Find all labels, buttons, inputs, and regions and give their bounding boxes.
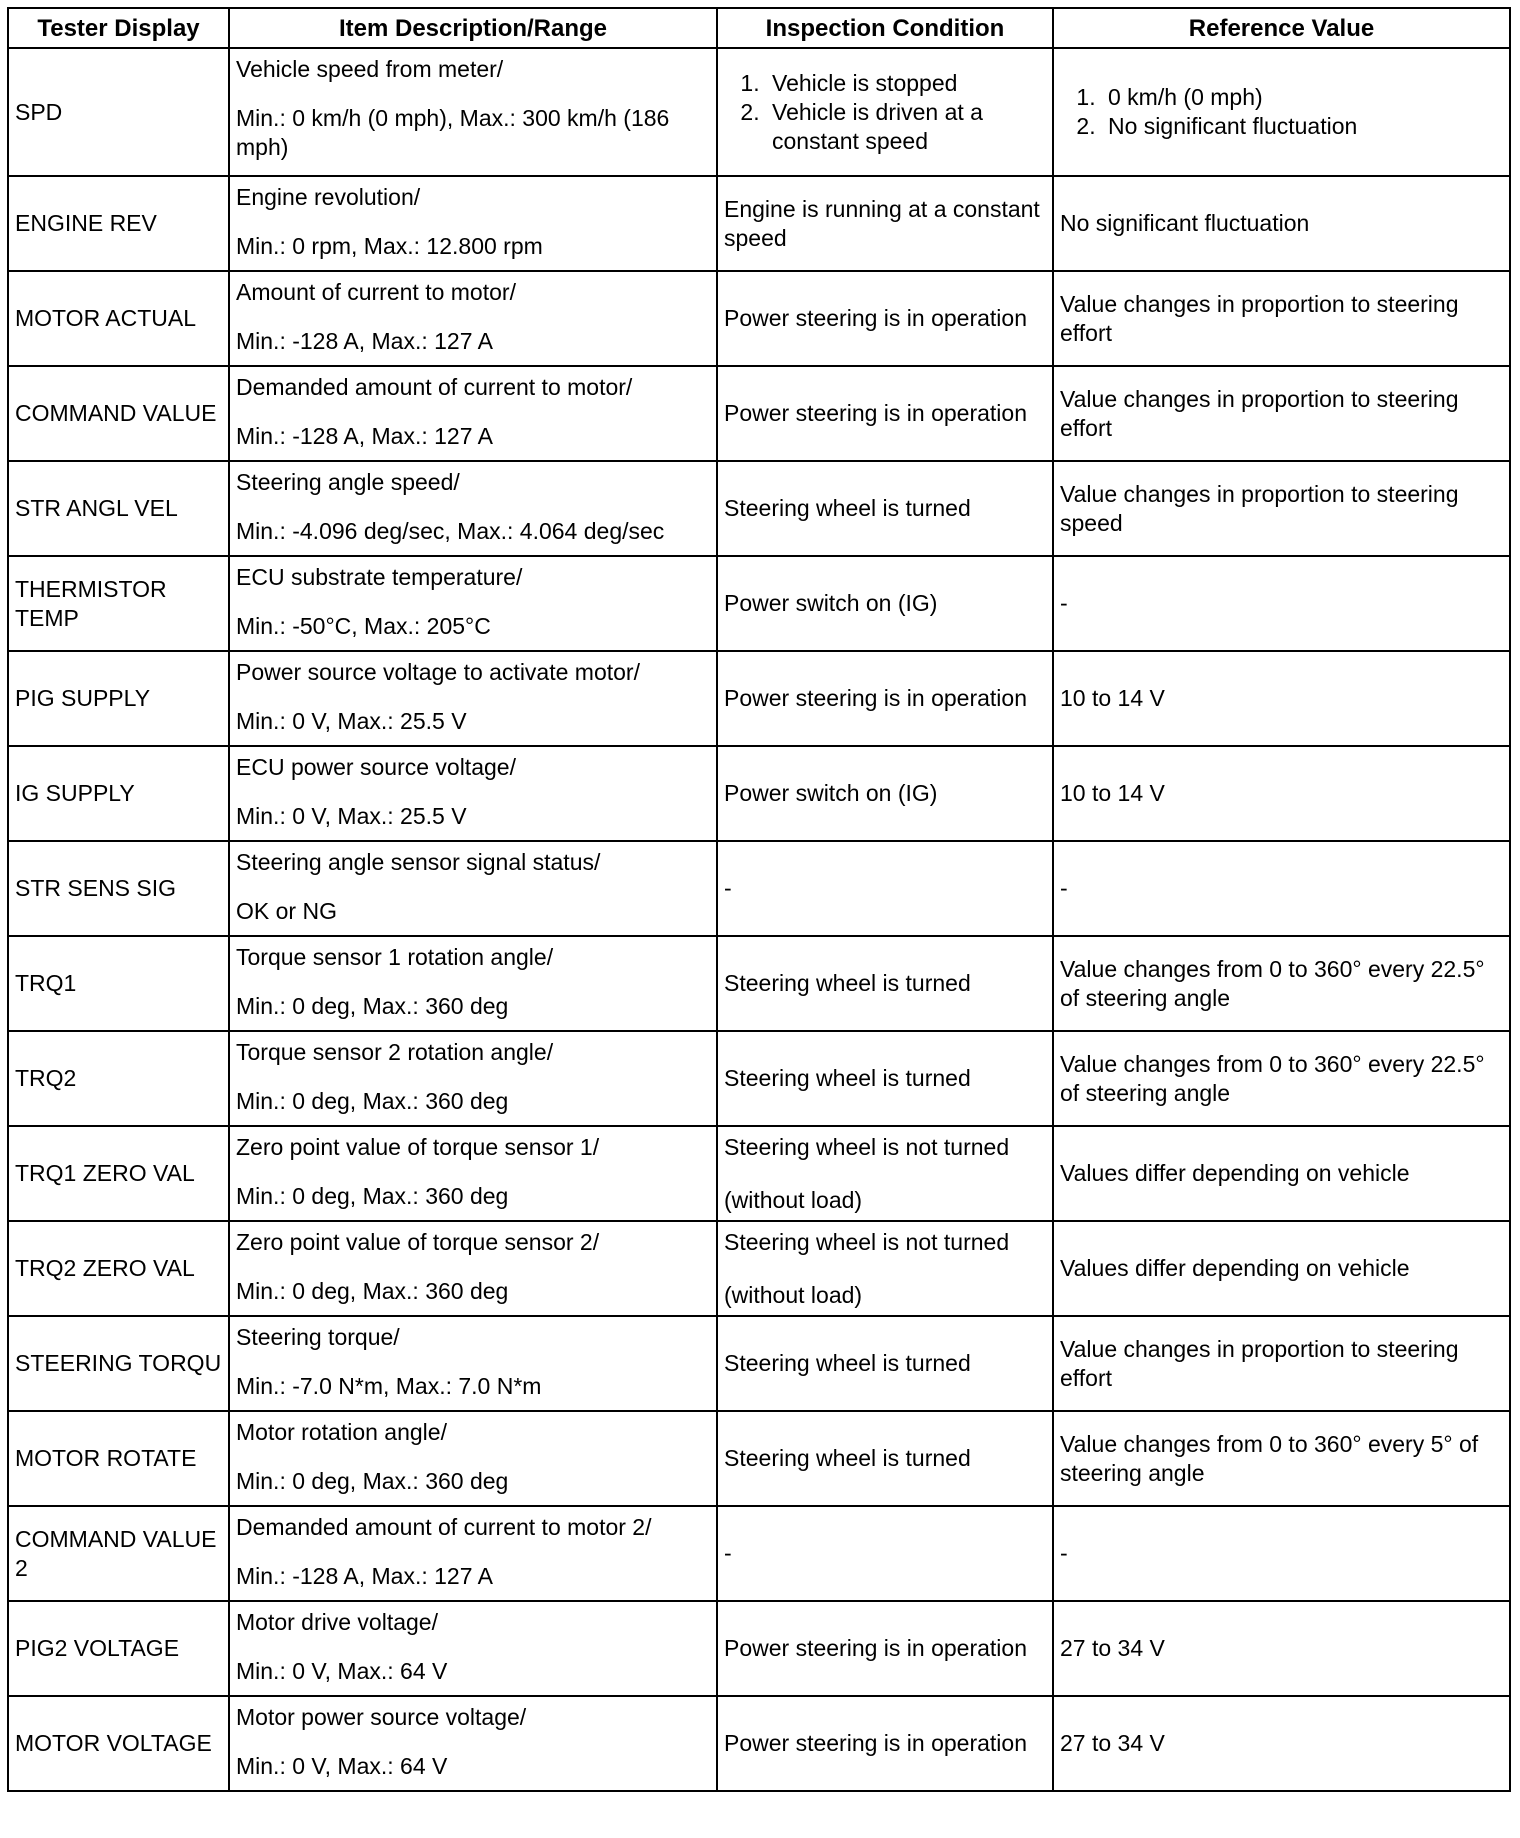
tester-display-cell: SPD xyxy=(8,48,229,176)
item-description: Motor power source voltage/ xyxy=(236,1704,527,1730)
item-description: Motor rotation angle/ xyxy=(236,1419,447,1445)
reference-value-list xyxy=(1060,83,1503,141)
item-description-cell xyxy=(229,1506,717,1601)
item-description: Demanded amount of current to motor 2/ xyxy=(236,1514,652,1540)
reference-value-cell: Value changes in proportion to steering effort xyxy=(1053,1316,1510,1411)
table-row xyxy=(8,746,1510,841)
data-list-table-container xyxy=(7,7,1509,1792)
item-range: Min.: 0 deg, Max.: 360 deg xyxy=(236,1183,509,1209)
inspection-condition-cell: Power steering is in operation xyxy=(717,366,1053,461)
inspection-condition-list xyxy=(724,69,1046,156)
reference-value-cell: Value changes from 0 to 360° every 5° of steering angle xyxy=(1053,1411,1510,1506)
tester-display-cell: TRQ1 xyxy=(8,936,229,1031)
item-range: Min.: 0 V, Max.: 64 V xyxy=(236,1753,448,1779)
item-description-cell xyxy=(229,1696,717,1791)
inspection-condition-cell: Steering wheel is turned xyxy=(717,1411,1053,1506)
tester-display-cell: TRQ2 xyxy=(8,1031,229,1126)
reference-value-cell: 10 to 14 V xyxy=(1053,651,1510,746)
item-description-cell xyxy=(229,936,717,1031)
item-description-cell xyxy=(229,1411,717,1506)
item-range: Min.: 0 deg, Max.: 360 deg xyxy=(236,993,509,1019)
item-description-cell xyxy=(229,556,717,651)
reference-value-cell: - xyxy=(1053,1506,1510,1601)
tester-display-cell: ENGINE REV xyxy=(8,176,229,271)
item-description-cell xyxy=(229,461,717,556)
item-description-cell xyxy=(229,841,717,936)
table-row xyxy=(8,556,1510,651)
item-description-cell xyxy=(229,48,717,176)
tester-display-cell: IG SUPPLY xyxy=(8,746,229,841)
inspection-condition: Steering wheel is not turned xyxy=(724,1228,1010,1255)
inspection-condition-cell: Power switch on (IG) xyxy=(717,556,1053,651)
table-row xyxy=(8,936,1510,1031)
item-description-cell xyxy=(229,1316,717,1411)
item-description: Zero point value of torque sensor 2/ xyxy=(236,1229,600,1255)
table-row xyxy=(8,1316,1510,1411)
item-range: Min.: -4.096 deg/sec, Max.: 4.064 deg/sec xyxy=(236,518,665,544)
table-row xyxy=(8,1506,1510,1601)
inspection-condition-cell: Steering wheel is turned xyxy=(717,1316,1053,1411)
tester-display-cell: PIG2 VOLTAGE xyxy=(8,1601,229,1696)
item-range: Min.: -50°C, Max.: 205°C xyxy=(236,613,491,639)
item-description: Amount of current to motor/ xyxy=(236,279,516,305)
inspection-condition-cell: Steering wheel is turned xyxy=(717,1031,1053,1126)
item-range: Min.: 0 V, Max.: 25.5 V xyxy=(236,803,467,829)
inspection-condition-cell: Steering wheel is turned xyxy=(717,936,1053,1031)
item-description: Steering angle speed/ xyxy=(236,469,460,495)
table-row xyxy=(8,1126,1510,1221)
tester-display-cell: COMMAND VALUE 2 xyxy=(8,1506,229,1601)
header-reference-value: Reference Value xyxy=(1053,8,1510,48)
item-description-cell xyxy=(229,1031,717,1126)
item-range: Min.: 0 rpm, Max.: 12.800 rpm xyxy=(236,233,543,259)
item-range: Min.: 0 deg, Max.: 360 deg xyxy=(236,1088,509,1114)
item-range: Min.: -128 A, Max.: 127 A xyxy=(236,328,493,354)
list-item: 1. 0 km/h (0 mph) xyxy=(1102,83,1503,112)
item-range: Min.: 0 deg, Max.: 360 deg xyxy=(236,1278,509,1304)
item-range: OK or NG xyxy=(236,898,337,924)
item-description: Demanded amount of current to motor/ xyxy=(236,374,633,400)
reference-value-cell: No significant fluctuation xyxy=(1053,176,1510,271)
table-row xyxy=(8,651,1510,746)
reference-value-cell: Value changes in proportion to steering speed xyxy=(1053,461,1510,556)
inspection-condition-cell: - xyxy=(717,1506,1053,1601)
inspection-condition-note: (without load) xyxy=(724,1186,863,1213)
tester-display-cell: MOTOR VOLTAGE xyxy=(8,1696,229,1791)
reference-value-cell: Value changes from 0 to 360° every 22.5° of steering angle xyxy=(1053,1031,1510,1126)
item-range: Min.: -128 A, Max.: 127 A xyxy=(236,1563,493,1589)
reference-value-cell xyxy=(1053,48,1510,176)
item-description: Vehicle speed from meter/ xyxy=(236,56,504,82)
item-description: ECU power source voltage/ xyxy=(236,754,516,780)
item-description-cell xyxy=(229,271,717,366)
item-description: Steering angle sensor signal status/ xyxy=(236,849,601,875)
data-list-table xyxy=(7,7,1511,1792)
table-row xyxy=(8,271,1510,366)
inspection-condition-cell: Power steering is in operation xyxy=(717,651,1053,746)
item-description: ECU substrate temperature/ xyxy=(236,564,523,590)
item-description: Torque sensor 1 rotation angle/ xyxy=(236,944,554,970)
inspection-condition-cell: Power steering is in operation xyxy=(717,1696,1053,1791)
tester-display-cell: STEERING TORQU xyxy=(8,1316,229,1411)
header-row xyxy=(8,8,1510,48)
reference-value-cell: 10 to 14 V xyxy=(1053,746,1510,841)
table-row xyxy=(8,841,1510,936)
tester-display-cell: TRQ1 ZERO VAL xyxy=(8,1126,229,1221)
inspection-condition-cell: Power steering is in operation xyxy=(717,271,1053,366)
inspection-condition-cell: Power steering is in operation xyxy=(717,1601,1053,1696)
item-description-cell xyxy=(229,651,717,746)
item-range: Min.: -7.0 N*m, Max.: 7.0 N*m xyxy=(236,1373,542,1399)
item-description: Steering torque/ xyxy=(236,1324,400,1350)
list-item: 1. Vehicle is stopped xyxy=(766,69,1046,98)
table-row xyxy=(8,1031,1510,1126)
table-row xyxy=(8,461,1510,556)
item-description-cell xyxy=(229,366,717,461)
item-description: Torque sensor 2 rotation angle/ xyxy=(236,1039,554,1065)
reference-value-cell: - xyxy=(1053,841,1510,936)
item-range: Min.: -128 A, Max.: 127 A xyxy=(236,423,493,449)
table-row xyxy=(8,1221,1510,1316)
list-item: 2. Vehicle is driven at a constant speed xyxy=(766,98,1046,156)
list-item: 2. No significant fluctuation xyxy=(1102,112,1503,141)
table-row xyxy=(8,1696,1510,1791)
reference-value-cell: Value changes in proportion to steering effort xyxy=(1053,271,1510,366)
item-range: Min.: 0 V, Max.: 25.5 V xyxy=(236,708,467,734)
reference-value-cell: Values differ depending on vehicle xyxy=(1053,1126,1510,1221)
inspection-condition-cell: Engine is running at a constant speed xyxy=(717,176,1053,271)
tester-display-cell: MOTOR ACTUAL xyxy=(8,271,229,366)
reference-value-cell: Value changes from 0 to 360° every 22.5° of steering angle xyxy=(1053,936,1510,1031)
header-tester-display: Tester Display xyxy=(8,8,229,48)
inspection-condition-cell: Power switch on (IG) xyxy=(717,746,1053,841)
reference-value-cell: 27 to 34 V xyxy=(1053,1601,1510,1696)
inspection-condition: Steering wheel is not turned xyxy=(724,1133,1010,1160)
item-description-cell xyxy=(229,176,717,271)
header-inspection-condition: Inspection Condition xyxy=(717,8,1053,48)
item-range: Min.: 0 V, Max.: 64 V xyxy=(236,1658,448,1684)
tester-display-cell: THERMISTOR TEMP xyxy=(8,556,229,651)
tester-display-cell: STR ANGL VEL xyxy=(8,461,229,556)
item-description: Power source voltage to activate motor/ xyxy=(236,659,640,685)
item-range: Min.: 0 km/h (0 mph), Max.: 300 km/h (186 mph) xyxy=(236,105,670,160)
item-range: Min.: 0 deg, Max.: 360 deg xyxy=(236,1468,509,1494)
tester-display-cell: PIG SUPPLY xyxy=(8,651,229,746)
header-item-description: Item Description/Range xyxy=(229,8,717,48)
item-description-cell xyxy=(229,1126,717,1221)
reference-value-cell: 27 to 34 V xyxy=(1053,1696,1510,1791)
inspection-condition-cell xyxy=(717,48,1053,176)
reference-value-cell: Value changes in proportion to steering effort xyxy=(1053,366,1510,461)
table-row xyxy=(8,176,1510,271)
inspection-condition-cell: - xyxy=(717,841,1053,936)
item-description: Zero point value of torque sensor 1/ xyxy=(236,1134,600,1160)
table-row xyxy=(8,1601,1510,1696)
table-row xyxy=(8,1411,1510,1506)
tester-display-cell: COMMAND VALUE xyxy=(8,366,229,461)
table-row xyxy=(8,48,1510,176)
reference-value-cell: - xyxy=(1053,556,1510,651)
item-description-cell xyxy=(229,1601,717,1696)
table-row xyxy=(8,366,1510,461)
inspection-condition-cell xyxy=(717,1221,1053,1316)
tester-display-cell: STR SENS SIG xyxy=(8,841,229,936)
tester-display-cell: MOTOR ROTATE xyxy=(8,1411,229,1506)
item-description-cell xyxy=(229,1221,717,1316)
item-description-cell xyxy=(229,746,717,841)
tester-display-cell: TRQ2 ZERO VAL xyxy=(8,1221,229,1316)
inspection-condition-cell xyxy=(717,1126,1053,1221)
inspection-condition-cell: Steering wheel is turned xyxy=(717,461,1053,556)
item-description: Motor drive voltage/ xyxy=(236,1609,438,1635)
inspection-condition-note: (without load) xyxy=(724,1281,863,1308)
item-description: Engine revolution/ xyxy=(236,184,421,210)
reference-value-cell: Values differ depending on vehicle xyxy=(1053,1221,1510,1316)
